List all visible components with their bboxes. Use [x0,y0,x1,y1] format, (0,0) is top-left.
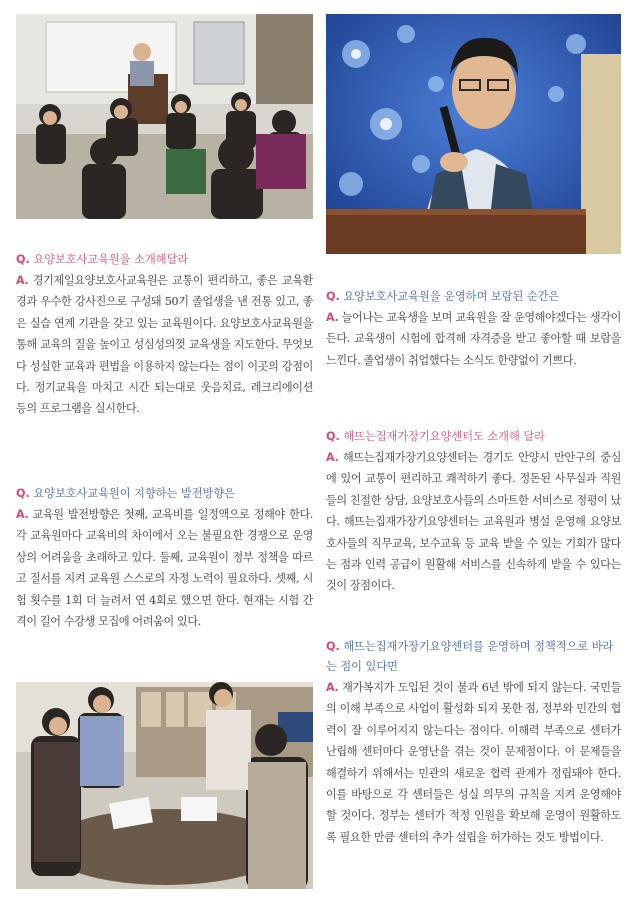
qa-rewarding-moment [326,287,621,371]
q-mark: Q. [326,640,340,653]
q-mark: Q. [326,290,340,303]
q-mark: Q. [326,430,340,443]
qa-policy-wishes [326,637,621,848]
question-text: 요양보호사교육원을 운영하며 보람된 순간은 [343,290,560,303]
answer-paragraph [16,270,313,420]
answer-paragraph [16,504,313,632]
question-text: 요양보호사교육원을 소개해달라 [33,253,189,266]
question-heading [326,427,621,447]
a-mark: A. [326,311,339,324]
qa-care-center-intro [326,427,621,597]
question-heading [326,637,621,677]
answer-text: 경기제일요양보호사교육원은 교통이 편리하고, 좋은 교육환경과 우수한 강사진으로 구성돼 50기 졸업생을 낸 전통 있고, 좋은 실습 연계 기관을 갖고 있는 교육원이다. 요양보호사교육원을 통해 교육의 질을 높이고 성심성의껏 교육생을 지도한다. 무엇보다 성실한 교육과 편법을 이용하지 않는다는 점이 이곳의 강점이다. 정기교육을 마치고 시간 되는대로 웃음치료, 레크리에이션 등의 프로그램을 실시한다. [16,274,313,416]
qa-development-direction [16,484,313,632]
question-heading [16,250,313,270]
a-mark: A. [16,274,29,287]
question-text: 요양보호사교육원이 지향하는 발전방향은 [33,487,235,500]
speaker-photo [326,14,621,254]
question-heading [326,287,621,307]
question-text: 해뜨는집재가장기요양센터도 소개해 달라 [343,430,545,443]
answer-paragraph [326,677,621,848]
question-heading [16,484,313,504]
answer-text: 재가복지가 도입된 것이 불과 6년 밖에 되지 않는다. 국민들의 이해 부족으로 사업이 활성화 되지 못한 점, 정부와 민간의 협력이 잘 이루어지지 않는다는 점이다. 이해력 부족으로 센터가 난립해 센터마다 운영난을 겪는 것이 문제점이다. 이 문제들을 해결하기 위해서는 민관의 새로운 협력 관계가 정립돼야 한다. 이를 바탕으로 각 센터들은 성실 의무의 규칙을 지켜 운영해야 할 것이다. 정부는 센터가 적정 인원을 확보해 운영이 원활하도록 필요한 만큼 센터의 추가 설립을 허가하는 것도 방법이다. [326,681,621,844]
a-mark: A. [326,681,339,694]
a-mark: A. [326,451,339,464]
answer-paragraph [326,447,621,597]
a-mark: A. [16,508,29,521]
question-text: 해뜨는집재가장기요양센터를 운영하며 정책적으로 바라는 점이 있다면 [326,640,614,673]
answer-paragraph [326,307,621,371]
answer-text: 늘어나는 교육생을 보며 교육원을 잘 운영해야겠다는 생각이 든다. 교육생이 시험에 합격해 자격증을 받고 좋아할 때 보람을 느낀다. 졸업생이 취업했다는 소식도 한량없이 기쁘다. [326,311,621,367]
qa-intro-education [16,250,313,420]
q-mark: Q. [16,487,30,500]
meeting-photo [16,682,313,889]
answer-text: 해뜨는집재가장기요양센터는 경기도 안양시 만안구의 중심에 있어 교통이 편리하고 쾌적하기 좋다. 정돈된 사무실과 직원들의 친절한 상담, 요양보호사들의 스마트한 서비스로 정평이 났다. 해뜨는집재가장기요양센터는 교육원과 병설 운영해 요양보호사들의 직무교육, 보수교육 등 교육 받을 수 있는 기회가 많다는 점과 인력 공급이 원활해 서비스를 신속하게 받을 수 있다는 것이 장점이다. [326,451,621,593]
q-mark: Q. [16,253,30,266]
classroom-photo [16,14,313,219]
answer-text: 교육원 발전방향은 첫째, 교육비를 일정액으로 정해야 한다. 각 교육원마다 교육비의 차이에서 오는 불필요한 경쟁으로 운영상의 어려움을 초래하고 있다. 둘째, 교육원이 정부 정책을 따르고 질서를 지켜 교육원 스스로의 자정 노력이 필요하다. 셋째, 시험 횟수를 1회 더 늘려서 연 4회로 했으면 한다. 현재는 시험 간격이 길어 수강생 모집에 어려움이 있다. [16,508,313,629]
